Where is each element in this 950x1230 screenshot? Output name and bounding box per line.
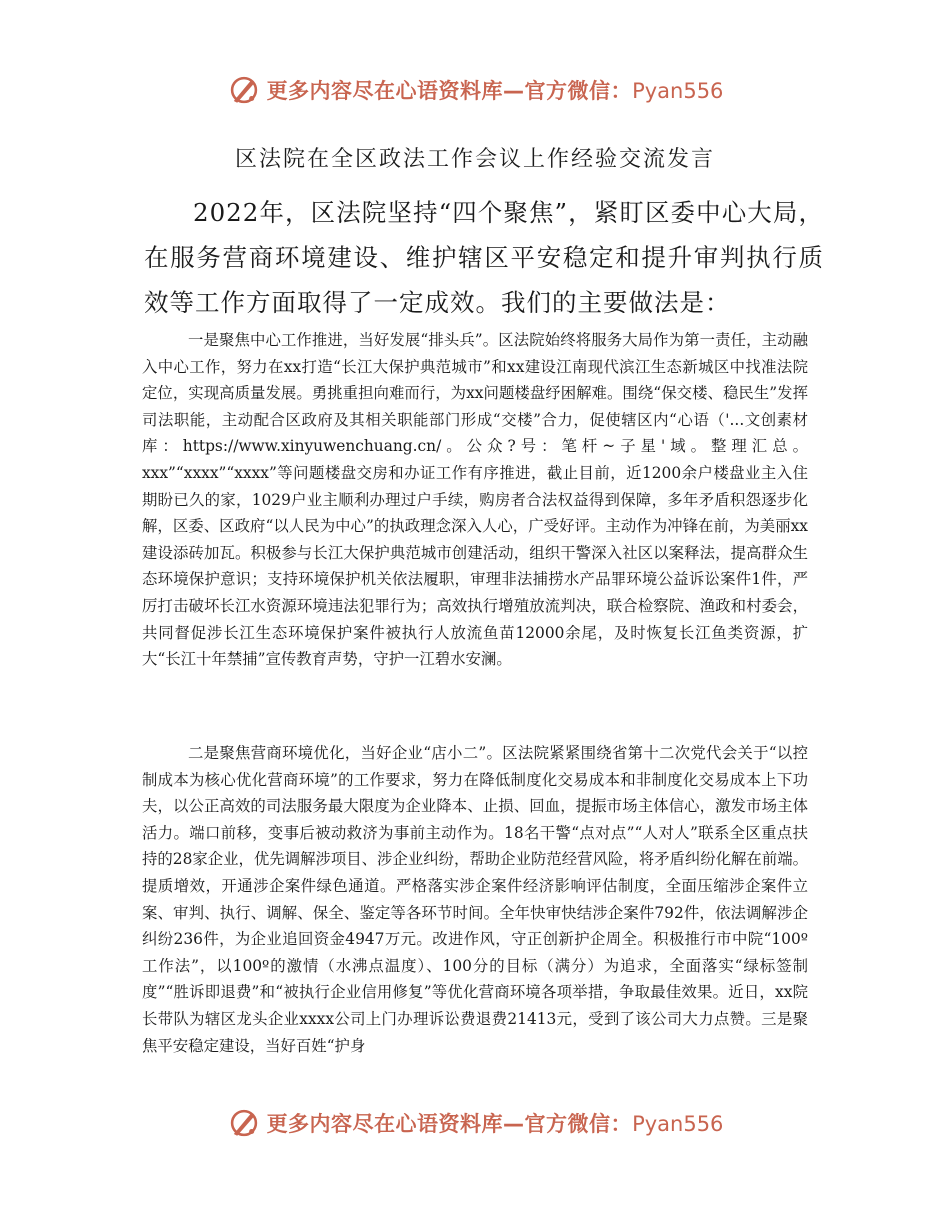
banner-slogan: 更多内容尽在心语资料库—官方微信： (266, 79, 633, 103)
document-title: 区法院在全区政法工作会议上作经验交流发言 (234, 147, 715, 172)
brush-logo-icon (227, 73, 261, 107)
body-paragraph-2: 二是聚焦营商环境优化，当好企业“店小二”。区法院紧紧围绕省第十二次党代会关于“以控制成本为核心优化营商环境”的工作要求，努力在降低制度化交易成本和非制度化交易成本上下功夫，以公正高效的司法服务最大限度为企业降本、止损、回血，提振市场主体信心，激发市场主体活力。端口前移，变事后被动救济为事前主动作为。18名干警“点对点”“人对人”联系全区重点扶持的28家企业，优先调解涉项目、涉企业纠纷，帮助企业防范经营风险，将矛盾纠纷化解在前端。提质增效，开通涉企案件绿色通道。严格落实涉企案件经济影响评估制度，全面压缩涉企案件立案、审判、执行、调解、保全、鉴定等各环节时间。全年快审快结涉企案件792件，依法调解涉企纠纷236件，为企业追回资金4947万元。改进作风，守正创新护企周全。积极推行市中院“100º工作法”，以100º的激情（水沸点温度）、100分的目标（满分）为追求，全面落实“绿标签制度”“胜诉即退费”和“被执行企业信用修复”等优化营商环境各项举措，争取最佳效果。近日，xx院长带队为辖区龙头企业xxxx公司上门办理诉讼费退费21413元，受到了该公司大力点赞。三是聚焦平安稳定建设，当好百姓“护身 (142, 744, 808, 1055)
header-watermark-banner (0, 72, 950, 108)
body-paragraph-1: 一是聚焦中心工作推进，当好发展“排头兵”。区法院始终将服务大局作为第一责任，主动融入中心工作，努力在xx打造“长江大保护典范城市”和xx建设江南现代滨江生态新城区中找准法院定位，实现高质量发展。勇挑重担向难而行，为xx问题楼盘纾困解难。围绕“保交楼、稳民生”发挥司法职能，主动配合区政府及其相关职能部门形成“交楼”合力，促使辖区内“心语（'...文创素材库：https://www.xinyuwenchuang.cn/。公众?号：笔杆~子星'域。整理汇总。xxx”“xxxx”“xxxx”等问题楼盘交房和办证工作有序推进，截止目前，近1200余户楼盘业主入住期盼已久的家，1029户业主顺利办理过户手续，购房者合法权益得到保障，多年矛盾积怨逐步化解，区委、区政府“以人民为中心”的执政理念深入人心，广受好评。主动作为冲锋在前，为美丽xx建设添砖加瓦。积极参与长江大保护典范城市创建活动，组织干警深入社区以案释法，提高群众生态环境保护意识；支持环境保护机关依法履职，审理非法捕捞水产品罪环境公益诉讼案件1件，严厉打击破坏长江水资源环境违法犯罪行为；高效执行增殖放流判决，联合检察院、渔政和村委会，共同督促涉长江生态环境保护案件被执行人放流鱼苗12000余尾，及时恢复长江鱼类资源，扩大“长江十年禁捕”宣传教育声势，守护一江碧水安澜。 (142, 331, 808, 669)
intro-paragraph: 2022年，区法院坚持“四个聚焦”，紧盯区委中心大局，在服务营商环境建设、维护辖区平安稳定和提升审判执行质效等工作方面取得了一定成效。我们的主要做法是： (144, 198, 824, 317)
brush-logo-icon (227, 1106, 261, 1140)
banner-slogan: 更多内容尽在心语资料库—官方微信： (266, 1112, 633, 1136)
banner-text (267, 75, 724, 105)
banner-wechat-id: Pyan556 (632, 1112, 724, 1136)
banner-wechat-id: Pyan556 (632, 79, 724, 103)
banner-text (267, 1108, 724, 1138)
footer-watermark-banner (0, 1105, 950, 1141)
